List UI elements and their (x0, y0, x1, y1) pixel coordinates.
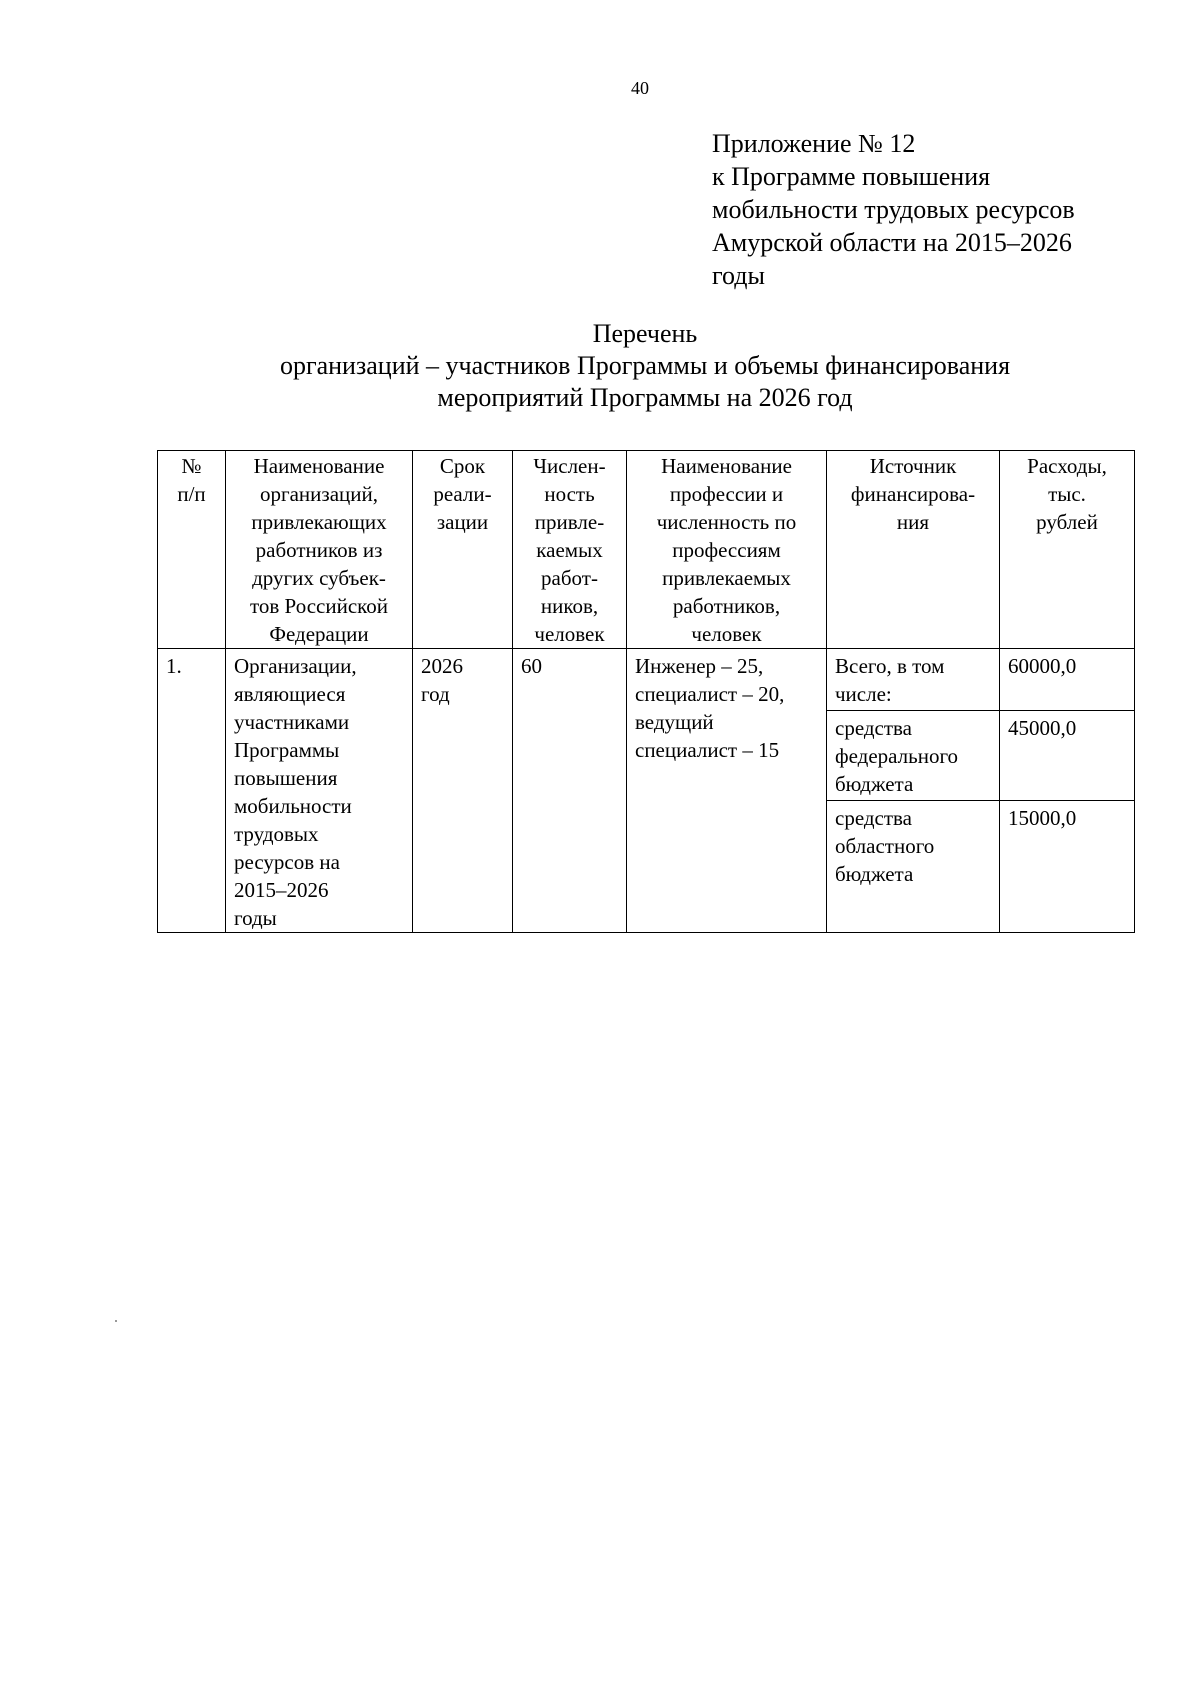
cell-organization: Организации, являющиеся участниками Программы повышения мобильности трудовых ресурсов на 2015–2026 годы (226, 649, 413, 933)
cell-amount-regional: 15000,0 (1000, 801, 1135, 933)
appendix-line: к Программе повышения (712, 162, 991, 191)
cell-workers-count: 60 (513, 649, 627, 933)
header-professions: Наименование профессии и численность по профессиям привлекаемых работников, человек (627, 451, 827, 649)
appendix-line: Приложение № 12 (712, 129, 916, 158)
cell-amount-total: 60000,0 (1000, 649, 1135, 711)
title-line: мероприятий Программы на 2026 год (437, 383, 853, 412)
cell-funding-regional: средства областного бюджета (827, 801, 1000, 933)
cell-professions: Инженер – 25, специалист – 20, ведущий специалист – 15 (627, 649, 827, 933)
title-line: организаций – участников Программы и объемы финансирования (279, 351, 1011, 380)
cell-number: 1. (158, 649, 226, 933)
header-expenses: Расходы, тыс. рублей (1000, 451, 1135, 649)
scan-speck (115, 1320, 117, 1322)
title-line: Перечень (592, 319, 698, 348)
appendix-line: Амурской области на 2015–2026 (712, 228, 1072, 257)
appendix-line: годы (712, 261, 765, 290)
page-number: 40 (631, 78, 649, 98)
cell-funding-total: Всего, в том числе: (827, 649, 1000, 711)
cell-period: 2026 год (413, 649, 513, 933)
header-number: № п/п (158, 451, 226, 649)
header-funding-source: Источник финансирова- ния (827, 451, 1000, 649)
program-participants-table (157, 450, 1135, 933)
cell-amount-federal: 45000,0 (1000, 710, 1135, 800)
header-organization: Наименование организаций, привлекающих работников из других субъек- тов Российской Федерации (226, 451, 413, 649)
header-period: Срок реали- зации (413, 451, 513, 649)
appendix-block (712, 127, 1142, 292)
cell-funding-federal: средства федерального бюджета (827, 710, 1000, 800)
header-workers-count: Числен- ность привле- каемых работ- ников, человек (513, 451, 627, 649)
appendix-line: мобильности трудовых ресурсов (712, 195, 1075, 224)
table-header-row (158, 451, 1135, 649)
document-title (0, 318, 1200, 414)
table-row (158, 649, 1135, 711)
